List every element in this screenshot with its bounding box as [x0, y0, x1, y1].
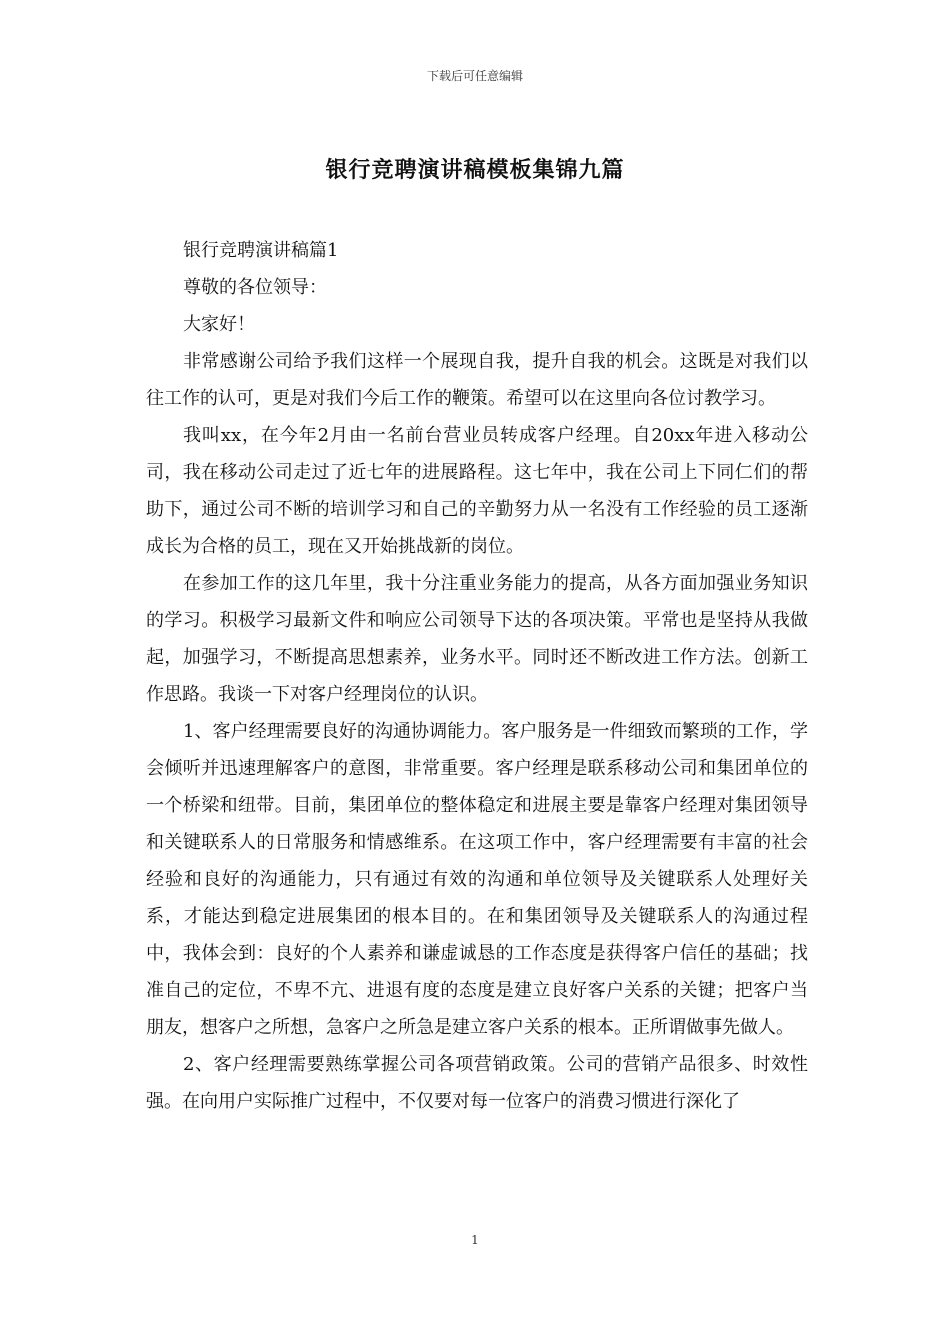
paragraph: 在参加工作的这几年里，我十分注重业务能力的提高，从各方面加强业务知识的学习。积极学习最新文件和响应公司领导下达的各项决策。平常也是坚持从我做起，加强学习，不断提高思想素养，业务水平。同时还不断改进工作方法。创新工作思路。我谈一下对客户经理岗位的认识。: [146, 573, 808, 705]
paragraph: 1、客户经理需要良好的沟通协调能力。客户服务是一件细致而繁琐的工作，学会倾听并迅速理解客户的意图，非常重要。客户经理是联系移动公司和集团单位的一个桥梁和纽带。目前，集团单位的整体稳定和进展主要是靠客户经理对集团领导和关键联系人的日常服务和情感维系。在这项工作中，客户经理需要有丰富的社会经验和良好的沟通能力，只有通过有效的沟通和单位领导及关键联系人处理好关系，才能达到稳定进展集团的根本目的。在和集团领导及关键联系人的沟通过程中，我体会到：良好的个人素养和谦虚诚恳的工作态度是获得客户信任的基础；找准自己的定位，不卑不亢、进退有度的态度是建立良好客户关系的关键；把客户当朋友，想客户之所想，急客户之所急是建立客户关系的根本。正所谓做事先做人。: [146, 721, 808, 1038]
greeting: 大家好！: [183, 314, 255, 335]
document-title: 银行竞聘演讲稿模板集锦九篇: [325, 157, 625, 183]
page-number: 1: [471, 1233, 479, 1247]
header-note: 下载后可任意编辑: [426, 69, 523, 83]
section-heading: 银行竞聘演讲稿篇1: [183, 240, 339, 261]
salutation: 尊敬的各位领导：: [183, 277, 327, 298]
paragraph: 2、客户经理需要熟练掌握公司各项营销政策。公司的营销产品很多、时效性强。在向用户实际推广过程中，不仅要对每一位客户的消费习惯进行深化了: [146, 1054, 808, 1112]
paragraph: 我叫xx，在今年2月由一名前台营业员转成客户经理。自20xx年进入移动公司，我在移动公司走过了近七年的进展路程。这七年中，我在公司上下同仁们的帮助下，通过公司不断的培训学习和自己的辛勤努力从一名没有工作经验的员工逐渐成长为合格的员工，现在又开始挑战新的岗位。: [146, 425, 808, 557]
paragraph: 非常感谢公司给予我们这样一个展现自我，提升自我的机会。这既是对我们以往工作的认可，更是对我们今后工作的鞭策。希望可以在这里向各位讨教学习。: [146, 351, 808, 409]
document-body: [146, 232, 808, 1120]
